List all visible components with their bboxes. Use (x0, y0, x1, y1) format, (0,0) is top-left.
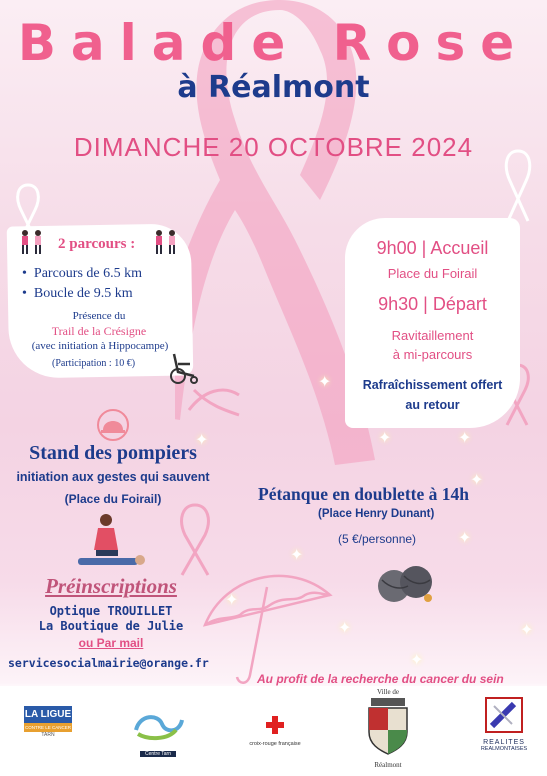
poster: ✦ ✦ ✦ ✦ ✦ ✦ ✦ ✦ ✦ ✦ ✦ Balade Rose à Réalmont DIMANCHE 20 OCTOBRE 2024 2 parcours : • Parcours de 6.5 km • Boucle de 9.5 km Présence du Trail de la Crésigne (avec initiation à Hippocampe) (Participation : 10 €) 9h00 | Accueil Place du Foirail 9h30 | Départ Ravitaillement à mi-parcours Rafraîchissement offert au retour Stand des pompiers initiation aux gestes qui sauvent (Place du Foirail) Pétanque en doublette à 14h (Place Henry Dunant) (5 €/personne) Préinscriptions Optique TROUILLET La Boutique de Julie ou Par mail servicesocialmairie@orange.fr Au profit de la recherche du cancer du sein LA LIGUE CONTRE LE CANCER TARN Centre Tarn croix-rouge française Ville de Réalmont REALITES REALMONTAISES (0, 0, 547, 776)
centre-tarn-label: Centre Tarn (140, 751, 176, 757)
initiation-text: (avec initiation à Hippocampe) (31, 340, 169, 352)
petanque-price: (5 €/personne) (338, 532, 417, 546)
realmont-coat-of-arms-logo (360, 688, 416, 774)
realites-emblem-icon (484, 696, 524, 734)
ravitaillement-line1: Ravitaillement (391, 328, 474, 343)
realites-realmontaises-logo (474, 696, 534, 766)
partner-logos (0, 686, 547, 776)
croix-rouge-logo (244, 714, 306, 754)
presence-label: Présence du (72, 310, 126, 322)
ravitaillement-line2: à mi-parcours (392, 347, 473, 362)
red-cross-icon (264, 714, 286, 736)
realmontaises-label: REALMONTAISES (480, 746, 528, 752)
ligue-contre-cancer-logo (24, 706, 72, 752)
preinscriptions-line1: Optique TROUILLET (49, 604, 173, 618)
poster-subtitle: à Réalmont (177, 70, 370, 105)
coat-of-arms-icon (363, 696, 413, 756)
ville-de-label: Ville de (377, 688, 399, 696)
centre-tarn-logo (128, 710, 188, 760)
runners-icon (16, 228, 46, 258)
petanque-title: Pétanque en doublette à 14h (258, 484, 469, 504)
realites-label: REALITES (483, 739, 525, 746)
preinscriptions-title: Préinscriptions (45, 574, 177, 598)
pompiers-line2: (Place du Foirail) (64, 492, 162, 506)
accueil-time: 9h00 | Accueil (376, 238, 489, 258)
runners-icon (150, 228, 180, 258)
participation-text: (Participation : 10 €) (52, 358, 136, 369)
rafraichissement-line1: Rafraîchissement offert (362, 378, 503, 392)
preinscriptions-line2: La Boutique de Julie (38, 619, 184, 633)
ribbon-outline-icon (184, 380, 244, 420)
list-item: • Boucle de 9.5 km (22, 286, 133, 301)
ligue-logo-text: LA LIGUE (24, 706, 72, 723)
event-date: DIMANCHE 20 OCTOBRE 2024 (73, 132, 474, 162)
accueil-place: Place du Foirail (387, 266, 478, 281)
rafraichissement-line2: au retour (405, 398, 460, 412)
petanque-place: (Place Henry Dunant) (318, 508, 435, 520)
list-item: • Parcours de 6.5 km (22, 266, 142, 281)
parcours-heading: 2 parcours : (58, 236, 136, 252)
ligue-logo-subtext: CONTRE LE CANCER (24, 725, 71, 730)
trail-name: Trail de la Crésigne (51, 324, 147, 338)
poster-title: Balade Rose (17, 14, 530, 72)
par-mail-link[interactable]: ou Par mail (78, 636, 144, 650)
pompiers-title: Stand des pompiers (29, 442, 197, 464)
firefighter-helmet-icon (96, 408, 130, 442)
first-aid-illustration-icon (74, 512, 146, 568)
realmont-label: Réalmont (374, 761, 402, 769)
petanque-balls-icon (376, 558, 434, 604)
centre-tarn-swirl-icon (128, 710, 188, 742)
pompiers-line1: initiation aux gestes qui sauvent (16, 470, 210, 484)
email-address[interactable]: servicesocialmairie@orange.fr (8, 656, 209, 670)
profit-note: Au profit de la recherche du cancer du sein (257, 672, 504, 686)
depart-time: 9h30 | Départ (378, 294, 487, 314)
ligue-logo-tarn: TARN (41, 732, 55, 738)
hippocampe-wheelchair-icon (168, 350, 200, 384)
croix-rouge-label: croix-rouge française (249, 741, 301, 747)
